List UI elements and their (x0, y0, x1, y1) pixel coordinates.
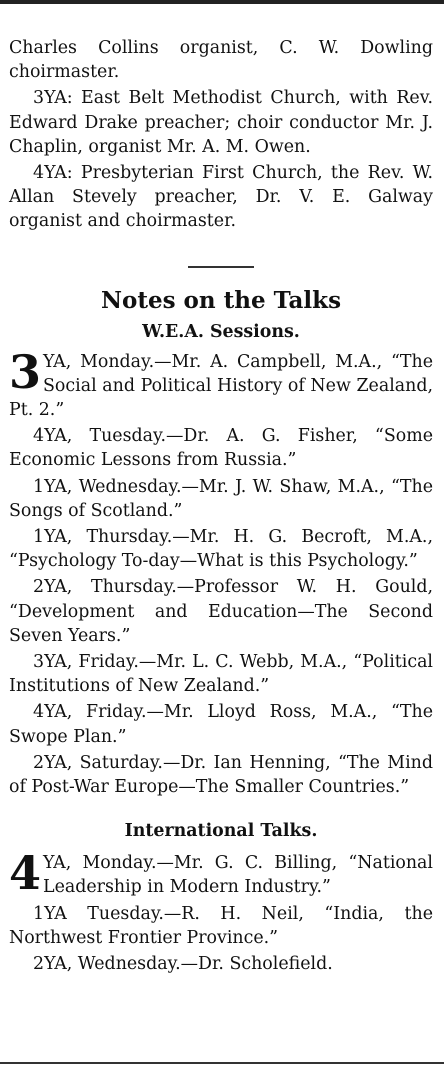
wea-item: 2YA, Thursday.—Professor W. H. Gould, “Development and Education—The Second Seven Years.” (9, 577, 433, 646)
international-item: 2YA, Wednesday.—Dr. Scholefield. (33, 954, 333, 975)
wea-item: 4YA, Friday.—Mr. Lloyd Ross, M.A., “The Swope Plan.” (9, 702, 433, 747)
wea-item: 4YA, Tuesday.—Dr. A. G. Fisher, “Some Economic Lessons from Russia.” (9, 426, 433, 471)
international-lead-item (9, 846, 433, 901)
wea-heading: W.E.A. Sessions. (142, 321, 300, 342)
article-column (9, 36, 433, 978)
bottom-rule (0, 1062, 444, 1064)
international-lead-text: YA, Monday.—Mr. G. C. Billing, “National Leadership in Modern Industry.” (43, 853, 433, 898)
drop-cap: 4 (9, 846, 42, 901)
section-title: Notes on the Talks (100, 286, 342, 314)
wea-item: 1YA, Wednesday.—Mr. J. W. Shaw, M.A., “The Songs of Scotland.” (9, 476, 433, 521)
continued-paragraph: Charles Collins organist, C. W. Dowling choirmaster. (9, 38, 433, 83)
wea-item: 3YA, Friday.—Mr. L. C. Webb, M.A., “Political Institutions of New Zealand.” (9, 652, 433, 697)
international-item: 1YA Tuesday.—R. H. Neil, “India, the Northwest Frontier Province.” (9, 903, 433, 948)
continued-paragraph: 3YA: East Belt Methodist Church, with Rev. Edward Drake preacher; choir conductor Mr. J. Chaplin, organist Mr. A. M. Owen. (9, 88, 433, 157)
drop-cap: 3 (9, 344, 42, 399)
continued-paragraph: 4YA: Presbyterian First Church, the Rev. W. Allan Stevely preacher, Dr. V. E. Galway organist and choirmaster. (9, 163, 433, 232)
wea-lead-text: YA, Monday.—Mr. A. Campbell, M.A., “The Social and Political History of New Zealand, Pt. 2.” (9, 351, 433, 421)
wea-lead-item (9, 344, 433, 423)
wea-item: 2YA, Saturday.—Dr. Ian Henning, “The Mind of Post-War Europe—The Smaller Countries.” (9, 752, 433, 798)
section-divider (188, 266, 254, 268)
top-rule (0, 0, 444, 4)
wea-item: 1YA, Thursday.—Mr. H. G. Becroft, M.A., “Psychology To-day—What is this Psychology.” (9, 527, 433, 572)
international-heading: International Talks. (124, 821, 318, 842)
